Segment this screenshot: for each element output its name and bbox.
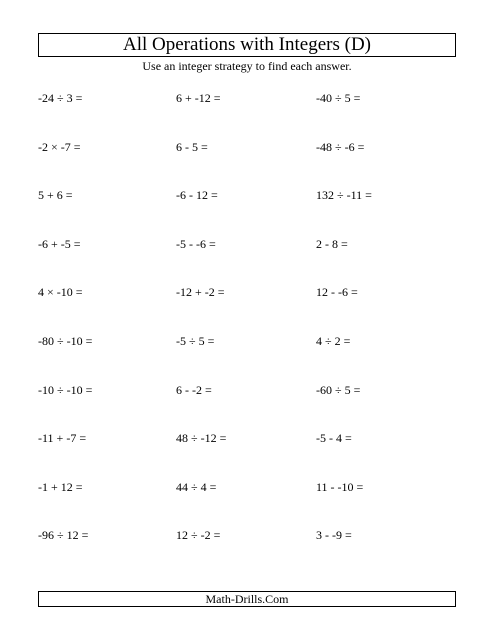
problem-r3-c1: 5 + 6 = xyxy=(38,188,73,202)
problem-r8-c1: -11 + -7 = xyxy=(38,431,87,445)
worksheet-title: All Operations with Integers (D) xyxy=(38,33,456,57)
problem-r5-c1: 4 × -10 = xyxy=(38,285,83,299)
problem-r3-c2: -6 - 12 = xyxy=(176,188,218,202)
problem-r6-c1: -80 ÷ -10 = xyxy=(38,334,93,348)
problem-r4-c2: -5 - -6 = xyxy=(176,237,216,251)
problem-r4-c1: -6 + -5 = xyxy=(38,237,81,251)
problem-r8-c2: 48 ÷ -12 = xyxy=(176,431,227,445)
problem-r4-c3: 2 - 8 = xyxy=(316,237,348,251)
problem-r10-c3: 3 - -9 = xyxy=(316,528,352,542)
problem-r1-c3: -40 ÷ 5 = xyxy=(316,91,361,105)
problem-r9-c1: -1 + 12 = xyxy=(38,480,83,494)
problem-r6-c2: -5 ÷ 5 = xyxy=(176,334,215,348)
problem-r2-c1: -2 × -7 = xyxy=(38,140,81,154)
problem-r7-c3: -60 ÷ 5 = xyxy=(316,383,361,397)
problem-r6-c3: 4 ÷ 2 = xyxy=(316,334,351,348)
problem-r9-c3: 11 - -10 = xyxy=(316,480,364,494)
problem-r1-c2: 6 + -12 = xyxy=(176,91,221,105)
problem-r7-c2: 6 - -2 = xyxy=(176,383,212,397)
problem-r3-c3: 132 ÷ -11 = xyxy=(316,188,372,202)
problem-r5-c3: 12 - -6 = xyxy=(316,285,358,299)
footer-site: Math-Drills.Com xyxy=(38,591,456,607)
problem-r1-c1: -24 ÷ 3 = xyxy=(38,91,83,105)
problem-r2-c2: 6 - 5 = xyxy=(176,140,208,154)
problem-r8-c3: -5 - 4 = xyxy=(316,431,352,445)
problem-r10-c2: 12 ÷ -2 = xyxy=(176,528,221,542)
worksheet-instructions: Use an integer strategy to find each answer. xyxy=(142,59,352,73)
problem-r5-c2: -12 + -2 = xyxy=(176,285,225,299)
problem-r2-c3: -48 ÷ -6 = xyxy=(316,140,365,154)
problem-r7-c1: -10 ÷ -10 = xyxy=(38,383,93,397)
problem-r9-c2: 44 ÷ 4 = xyxy=(176,480,217,494)
problem-r10-c1: -96 ÷ 12 = xyxy=(38,528,89,542)
